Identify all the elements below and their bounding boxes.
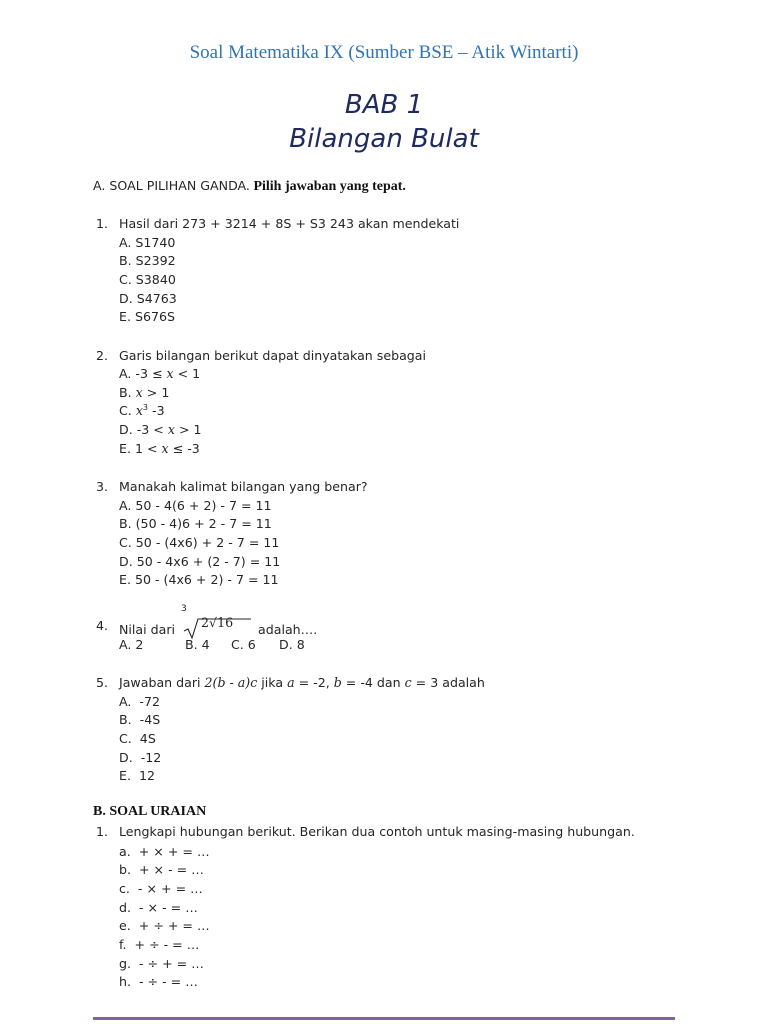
chapter-title: Bilangan Bulat <box>289 124 479 154</box>
b1-item-d: d. - × - = … <box>119 900 198 915</box>
q1-option-b: B. S2392 <box>119 253 176 268</box>
q3-option-b: B. (50 - 4)6 + 2 - 7 = 11 <box>119 516 272 531</box>
q3-number: 3. <box>96 479 109 494</box>
q2-option-e-var: x <box>161 441 169 456</box>
q3-text: Manakah kalimat bilangan yang benar? <box>119 479 368 494</box>
b1-item-h: h. - ÷ - = … <box>119 974 198 989</box>
b1-item-g: g. - ÷ + = … <box>119 956 204 971</box>
q2-option-d-pre: D. -3 < <box>119 422 168 437</box>
q2-text: Garis bilangan berikut dapat dinyatakan sebagai <box>119 348 427 363</box>
q2-number: 2. <box>96 348 109 363</box>
b1-text: Lengkapi hubungan berikut. Berikan dua contoh untuk masing-masing hubungan. <box>119 824 635 839</box>
q5-t7: = -4 dan <box>341 675 405 690</box>
q5-var-b: b <box>333 675 342 690</box>
q5-var-c: c <box>404 675 412 690</box>
q5-option-a: A. -72 <box>119 694 160 709</box>
q1-number: 1. <box>96 216 109 231</box>
q3-option-a: A. 50 - 4(6 + 2) - 7 = 11 <box>119 498 272 513</box>
q5-text <box>119 675 485 690</box>
q4-number: 4. <box>96 618 109 633</box>
q3-option-e: E. 50 - (4x6 + 2) - 7 = 11 <box>119 572 279 587</box>
chapter-number: BAB 1 <box>344 90 424 120</box>
q2-option-c-var: x <box>135 403 143 418</box>
q2-option-b-post: > 1 <box>142 385 170 400</box>
b1-item-c: c. - × + = … <box>119 881 203 896</box>
q5-option-c: C. 4S <box>119 731 156 746</box>
section-a-label: A. SOAL PILIHAN GANDA. <box>93 178 250 193</box>
q2-option-e <box>119 441 200 456</box>
document-header: Soal Matematika IX (Sumber BSE – Atik Wintarti) <box>189 42 579 63</box>
q5-var-a: a <box>287 675 295 690</box>
b1-number: 1. <box>96 824 109 839</box>
q2-option-c-pre: C. <box>119 403 136 418</box>
root-index: 3 <box>181 604 187 614</box>
q3-option-d: D. 50 - 4x6 + (2 - 7) = 11 <box>119 554 281 569</box>
q1-option-c: C. S3840 <box>119 272 176 287</box>
q2-option-d-var: x <box>167 422 175 437</box>
q4-text-pre: Nilai dari <box>119 622 180 637</box>
q2-option-d-post: > 1 <box>174 422 202 437</box>
q2-option-a-pre: A. -3 ≤ <box>119 366 167 381</box>
q3-option-c: C. 50 - (4x6) + 2 - 7 = 11 <box>119 535 280 550</box>
q2-option-d <box>119 422 202 437</box>
q1-option-d: D. S4763 <box>119 291 177 306</box>
q2-option-a-var: x <box>166 366 174 381</box>
q2-option-a <box>119 366 200 381</box>
b1-item-f: f. + ÷ - = … <box>119 937 200 952</box>
q5-t3: jika <box>257 675 288 690</box>
q4-option-b: B. 4 <box>185 637 210 652</box>
q1-option-e: E. S676S <box>119 309 175 324</box>
root-radicand: 2√16 <box>201 615 234 630</box>
q2-option-c <box>119 403 165 418</box>
q5-t5: = -2, <box>294 675 334 690</box>
q4-option-c: C. 6 <box>231 637 256 652</box>
q2-option-c-post: -3 <box>148 403 165 418</box>
q4-text-post: adalah…. <box>254 622 318 637</box>
q4-options <box>119 637 329 652</box>
q4-option-d: D. 8 <box>279 637 305 652</box>
q2-option-b-var: x <box>135 385 143 400</box>
q2-option-e-post: ≤ -3 <box>168 441 200 456</box>
q4-option-a: A. 2 <box>119 637 144 652</box>
q1-option-a: A. S1740 <box>119 235 176 250</box>
footer-divider <box>93 1017 675 1020</box>
q5-t9: = 3 adalah <box>411 675 485 690</box>
q2-option-b-pre: B. <box>119 385 136 400</box>
section-a-heading <box>93 178 406 195</box>
q2-option-b <box>119 385 169 400</box>
b1-item-a: a. + × + = … <box>119 844 210 859</box>
section-a-instruction: Pilih jawaban yang tepat. <box>249 179 406 194</box>
q5-option-d: D. -12 <box>119 750 162 765</box>
section-b-heading: B. SOAL URAIAN <box>93 804 207 819</box>
q2-option-e-pre: E. 1 < <box>119 441 162 456</box>
b1-item-e: e. + ÷ + = … <box>119 918 210 933</box>
q2-option-a-post: < 1 <box>173 366 201 381</box>
q5-option-b: B. -4S <box>119 712 161 727</box>
q5-number: 5. <box>96 675 109 690</box>
q2-option-c-sup: 3 <box>142 403 149 412</box>
q5-expression: 2(b - a)c <box>204 675 258 690</box>
q1-text: Hasil dari 273 + 3214 + 8S + S3 243 akan mendekati <box>119 216 460 231</box>
q5-option-e: E. 12 <box>119 768 155 783</box>
b1-item-b: b. + × - = … <box>119 862 204 877</box>
q5-t1: Jawaban dari <box>119 675 205 690</box>
